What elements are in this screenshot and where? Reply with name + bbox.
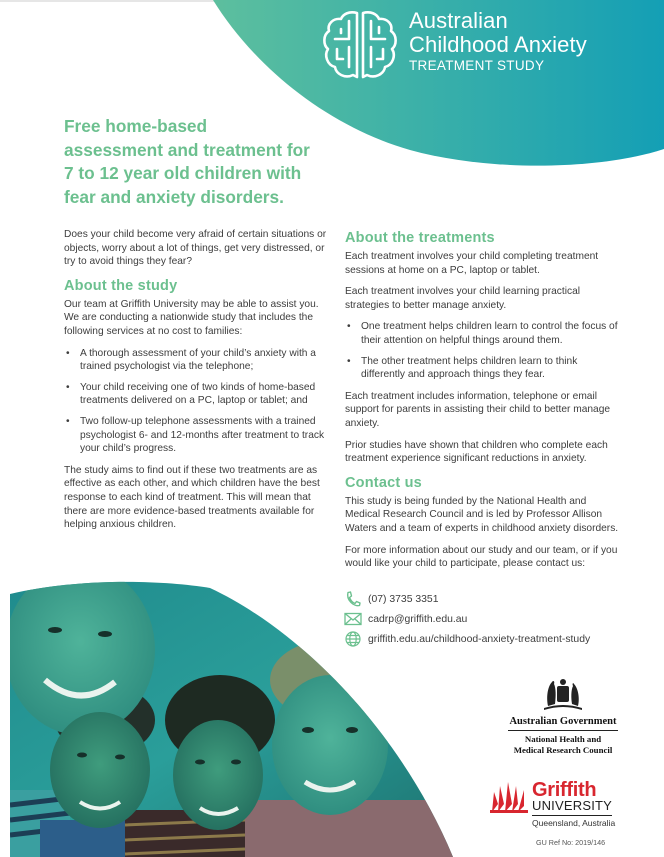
bullet: • [347, 321, 351, 333]
bullet: • [66, 381, 70, 393]
treatments-list [345, 320, 620, 381]
services-list [64, 347, 332, 456]
left-column [64, 228, 332, 540]
phone-number[interactable]: (07) 3735 3351 [368, 593, 439, 605]
email-address[interactable]: cadrp@griffith.edu.au [368, 613, 468, 625]
brand-line-3: TREATMENT STUDY [409, 58, 545, 73]
headline-line: fear and anxiety disorders. [64, 186, 284, 207]
coat-of-arms-icon [538, 676, 588, 712]
treatments-paragraph-2: Each treatment involves your child learning practical strategies to better manage anxiety. [345, 286, 580, 311]
reference-number: GU Ref No: 2019/146 [536, 838, 606, 847]
treatments-paragraph-3: Each treatment includes information, telephone or email support for parents in assisting their child to better manage anxiety. [345, 390, 611, 429]
website-link[interactable]: griffith.edu.au/childhood-anxiety-treatment-study [368, 633, 591, 645]
contact-paragraph-2: For more information about our study and our team, or if you would like your child to participate, please contact us: [345, 544, 618, 570]
headline-line: assessment and treatment for [64, 139, 310, 160]
study-paragraph: Our team at Griffith University may be able to assist you. We are conducting a nationwide study that includes the following services at no cost to families: [64, 298, 319, 337]
list-item-text: Your child receiving one of two kinds of home-based treatments delivered on a PC, laptop or tablet; and [80, 381, 316, 407]
gov-divider [508, 730, 618, 731]
list-item-text: Two follow-up telephone assessments with a trained psychologist 6- and 12-months after treatment to track your child’s progress. [80, 415, 325, 455]
list-item [345, 355, 620, 382]
bullet: • [66, 415, 70, 427]
griffith-flame-icon [490, 782, 530, 814]
children-photo [0, 570, 480, 857]
griffith-location: Queensland, Australia [532, 818, 616, 828]
treatments-paragraph-4: Prior studies have shown that children who complete each treatment experience significant reductions in anxiety. [345, 439, 608, 465]
aims-paragraph: The study aims to find out if these two treatments are as effective as each other, and which children have the best response to each kind of treatment. This will mean that there are more evidence-based treatments available for helping anxious children. [64, 464, 320, 531]
contact-heading: Contact us [345, 474, 422, 491]
list-item [345, 320, 620, 347]
list-item [64, 381, 332, 408]
australian-government-logo [508, 676, 618, 755]
brand-logo-text [409, 9, 587, 74]
treatments-paragraph-1: Each treatment involves your child completing treatment sessions at home on a PC, laptop or tablet. [345, 251, 599, 276]
about-study-heading: About the study [64, 277, 178, 294]
about-treatments-heading: About the treatments [345, 230, 495, 246]
gov-sub-line-2: Medical Research Council [513, 744, 613, 755]
headline-line: Free home-based [64, 116, 208, 136]
list-item-text: The other treatment helps children learn to think differently and approach things they fear. [361, 355, 578, 381]
gov-sub-line-1: National Health and [524, 734, 602, 744]
list-item-text: One treatment helps children learn to control the focus of their attention on helpful things around them. [361, 321, 618, 346]
brain-icon [321, 9, 399, 81]
headline-line: 7 to 12 year old children with [64, 163, 302, 183]
contact-paragraph-1: This study is being funded by the National Health and Medical Research Council and is led by Professor Allison Waters and a team of experts in childhood anxiety disorders. [345, 495, 619, 534]
list-item [64, 415, 332, 456]
griffith-university-text: UNIVERSITY [532, 798, 613, 813]
griffith-divider [532, 815, 612, 816]
brand-line-2: Childhood Anxiety [409, 32, 587, 57]
right-column [345, 229, 620, 579]
gov-title: Australian Government [509, 716, 617, 727]
list-item-text: A thorough assessment of your child’s anxiety with a trained psychologist via the telephone; [80, 347, 316, 373]
bullet: • [347, 355, 351, 367]
griffith-name: Griffith [532, 779, 597, 801]
list-item [64, 347, 332, 374]
bullet: • [66, 347, 70, 359]
brand-line-1: Australian [409, 8, 508, 33]
intro-paragraph: Does your child become very afraid of certain situations or objects, worry about a lot of things, get very distressed, or try to avoid things they fear? [64, 229, 327, 268]
headline [64, 115, 344, 209]
